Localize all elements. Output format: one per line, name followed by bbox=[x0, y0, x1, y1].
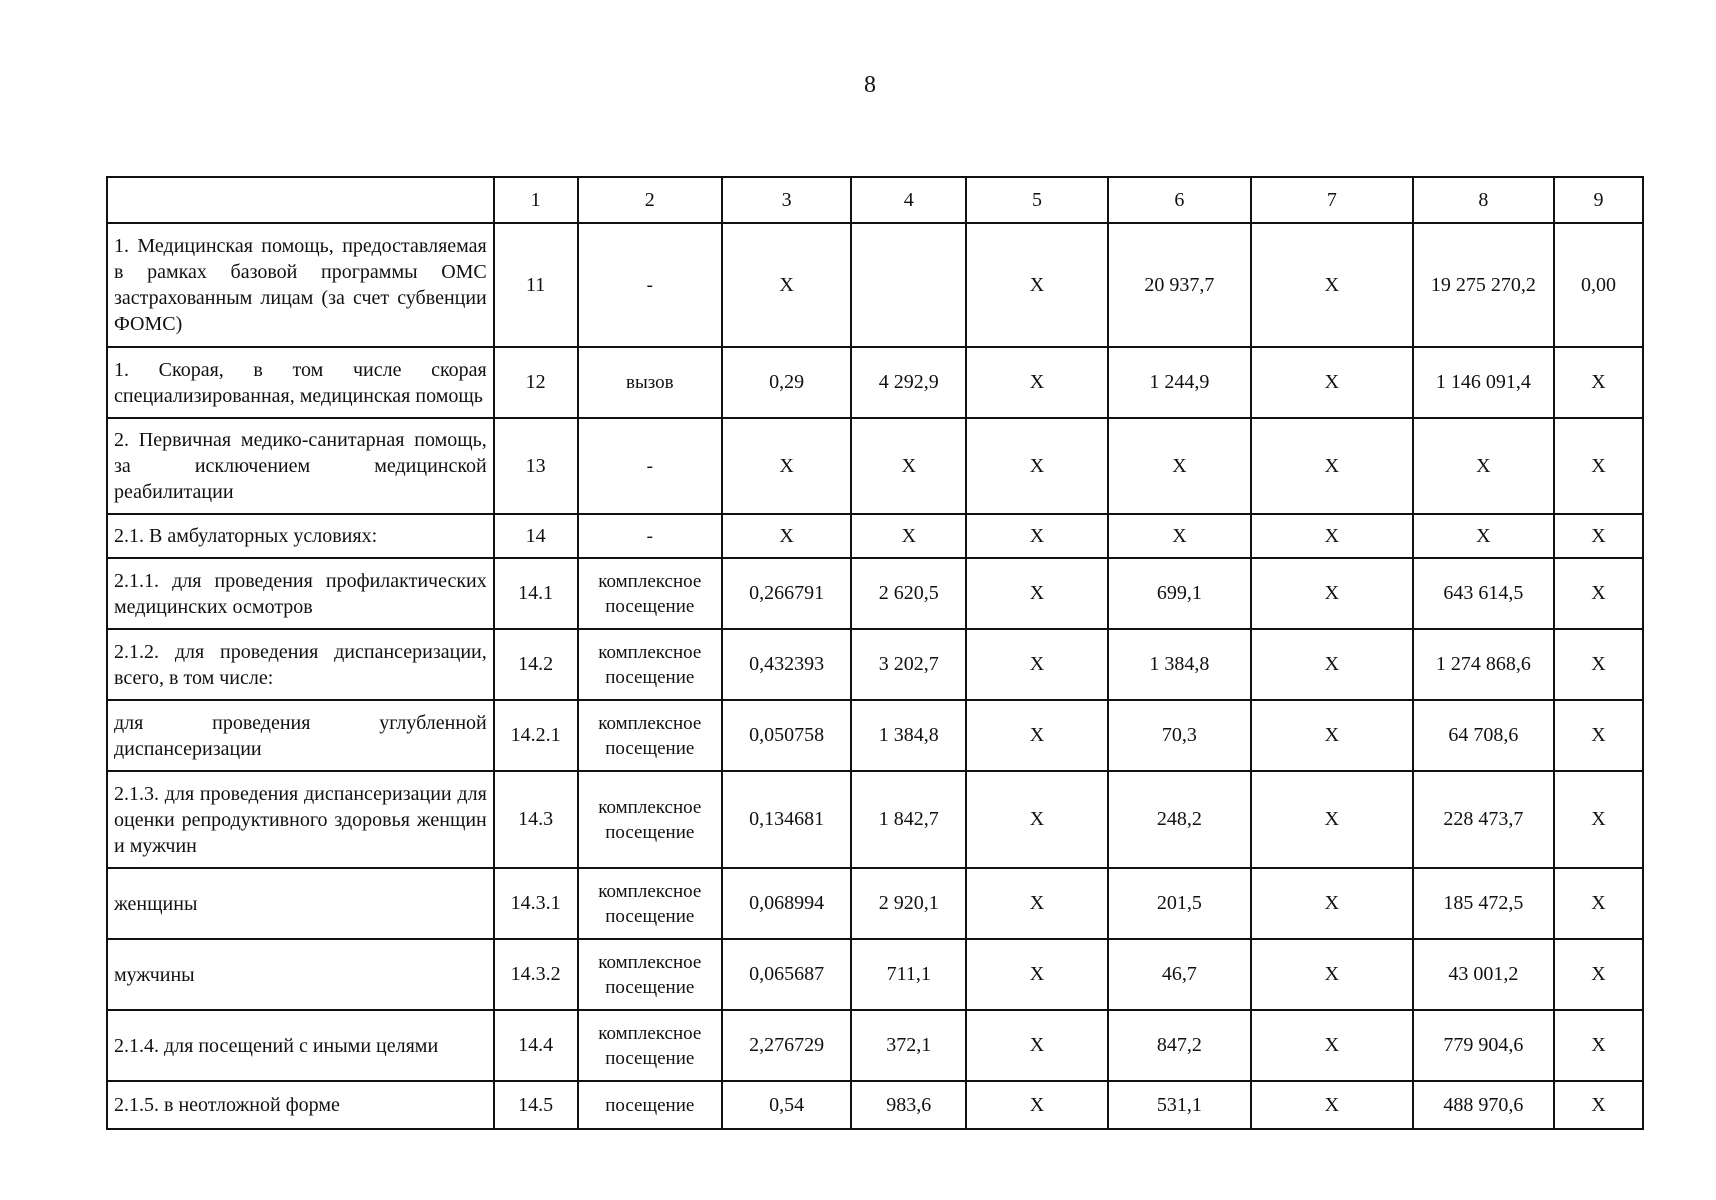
table-row bbox=[107, 558, 1643, 629]
value-cell: Х bbox=[1108, 514, 1251, 558]
row-code-cell: 11 bbox=[494, 223, 578, 347]
value-cell: 0,068994 bbox=[722, 868, 851, 939]
value-cell: Х bbox=[722, 223, 851, 347]
value-cell: Х bbox=[1251, 418, 1413, 514]
value-cell: Х bbox=[966, 223, 1107, 347]
value-cell: 2 620,5 bbox=[851, 558, 966, 629]
row-code-cell: 14.5 bbox=[494, 1081, 578, 1129]
value-cell: Х bbox=[966, 868, 1107, 939]
value-cell: Х bbox=[1251, 629, 1413, 700]
header-cell: 7 bbox=[1251, 177, 1413, 223]
row-code-cell: 14.3.1 bbox=[494, 868, 578, 939]
value-cell: 248,2 bbox=[1108, 771, 1251, 868]
value-cell: 0,00 bbox=[1554, 223, 1643, 347]
unit-cell: комплексное посещение bbox=[578, 939, 722, 1010]
unit-cell: - bbox=[578, 418, 722, 514]
row-name-cell: 2.1.3. для проведения диспансеризации для оценки репродуктивного здоровья женщин и мужчин bbox=[107, 771, 494, 868]
value-cell: 0,065687 bbox=[722, 939, 851, 1010]
data-table bbox=[106, 176, 1644, 1130]
value-cell: 0,29 bbox=[722, 347, 851, 418]
value-cell: Х bbox=[966, 1010, 1107, 1081]
value-cell: 20 937,7 bbox=[1108, 223, 1251, 347]
value-cell: 0,050758 bbox=[722, 700, 851, 771]
value-cell: Х bbox=[1554, 514, 1643, 558]
header-cell bbox=[107, 177, 494, 223]
value-cell: 1 274 868,6 bbox=[1413, 629, 1554, 700]
value-cell: Х bbox=[1251, 868, 1413, 939]
value-cell: Х bbox=[966, 558, 1107, 629]
value-cell: 531,1 bbox=[1108, 1081, 1251, 1129]
header-row bbox=[107, 177, 1643, 223]
row-code-cell: 14.1 bbox=[494, 558, 578, 629]
row-code-cell: 13 bbox=[494, 418, 578, 514]
value-cell: 0,432393 bbox=[722, 629, 851, 700]
value-cell: Х bbox=[966, 347, 1107, 418]
value-cell: 70,3 bbox=[1108, 700, 1251, 771]
value-cell: Х bbox=[851, 514, 966, 558]
value-cell: 847,2 bbox=[1108, 1010, 1251, 1081]
row-name-cell: для проведения углубленной диспансеризации bbox=[107, 700, 494, 771]
value-cell: Х bbox=[1554, 418, 1643, 514]
value-cell: Х bbox=[1251, 514, 1413, 558]
page-number: 8 bbox=[864, 72, 876, 98]
value-cell: 1 146 091,4 bbox=[1413, 347, 1554, 418]
value-cell: Х bbox=[966, 771, 1107, 868]
table-row bbox=[107, 868, 1643, 939]
value-cell: Х bbox=[1251, 223, 1413, 347]
value-cell: Х bbox=[1554, 939, 1643, 1010]
row-code-cell: 14.3.2 bbox=[494, 939, 578, 1010]
value-cell: 1 244,9 bbox=[1108, 347, 1251, 418]
value-cell: 488 970,6 bbox=[1413, 1081, 1554, 1129]
table-row bbox=[107, 629, 1643, 700]
value-cell: 185 472,5 bbox=[1413, 868, 1554, 939]
unit-cell: посещение bbox=[578, 1081, 722, 1129]
unit-cell: комплексное посещение bbox=[578, 700, 722, 771]
table-row bbox=[107, 771, 1643, 868]
value-cell: Х bbox=[966, 514, 1107, 558]
row-name-cell: женщины bbox=[107, 868, 494, 939]
row-name-cell: 2.1.2. для проведения диспансеризации, всего, в том числе: bbox=[107, 629, 494, 700]
value-cell: Х bbox=[1251, 939, 1413, 1010]
header-cell: 1 bbox=[494, 177, 578, 223]
value-cell: Х bbox=[966, 1081, 1107, 1129]
value-cell: Х bbox=[1554, 868, 1643, 939]
header-cell: 3 bbox=[722, 177, 851, 223]
value-cell: 643 614,5 bbox=[1413, 558, 1554, 629]
value-cell: Х bbox=[1554, 1010, 1643, 1081]
unit-cell: комплексное посещение bbox=[578, 558, 722, 629]
value-cell: 46,7 bbox=[1108, 939, 1251, 1010]
row-name-cell: 2.1. В амбулаторных условиях: bbox=[107, 514, 494, 558]
header-cell: 2 bbox=[578, 177, 722, 223]
unit-cell: комплексное посещение bbox=[578, 868, 722, 939]
value-cell: 3 202,7 bbox=[851, 629, 966, 700]
value-cell: 64 708,6 bbox=[1413, 700, 1554, 771]
value-cell: 1 842,7 bbox=[851, 771, 966, 868]
header-cell: 5 bbox=[966, 177, 1107, 223]
unit-cell: - bbox=[578, 223, 722, 347]
row-name-cell: 2.1.4. для посещений с иными целями bbox=[107, 1010, 494, 1081]
row-name-cell: 2.1.5. в неотложной форме bbox=[107, 1081, 494, 1129]
value-cell: Х bbox=[1554, 1081, 1643, 1129]
value-cell: Х bbox=[851, 418, 966, 514]
value-cell: 4 292,9 bbox=[851, 347, 966, 418]
table-row bbox=[107, 1010, 1643, 1081]
value-cell: 0,266791 bbox=[722, 558, 851, 629]
value-cell: Х bbox=[1554, 629, 1643, 700]
value-cell: 43 001,2 bbox=[1413, 939, 1554, 1010]
value-cell: 2,276729 bbox=[722, 1010, 851, 1081]
value-cell: 1 384,8 bbox=[1108, 629, 1251, 700]
value-cell: Х bbox=[1554, 700, 1643, 771]
value-cell: Х bbox=[1554, 771, 1643, 868]
value-cell: Х bbox=[1413, 418, 1554, 514]
row-name-cell: 2. Первичная медико-санитарная помощь, за исключением медицинской реабилитации bbox=[107, 418, 494, 514]
value-cell: Х bbox=[966, 700, 1107, 771]
value-cell: Х bbox=[1251, 1010, 1413, 1081]
unit-cell: комплексное посещение bbox=[578, 771, 722, 868]
value-cell: 699,1 bbox=[1108, 558, 1251, 629]
table-row bbox=[107, 223, 1643, 347]
value-cell: 201,5 bbox=[1108, 868, 1251, 939]
unit-cell: комплексное посещение bbox=[578, 629, 722, 700]
value-cell: 228 473,7 bbox=[1413, 771, 1554, 868]
row-code-cell: 14.2 bbox=[494, 629, 578, 700]
value-cell: Х bbox=[1251, 700, 1413, 771]
header-cell: 6 bbox=[1108, 177, 1251, 223]
table-row bbox=[107, 939, 1643, 1010]
value-cell: Х bbox=[966, 418, 1107, 514]
unit-cell: - bbox=[578, 514, 722, 558]
table-row bbox=[107, 514, 1643, 558]
row-name-cell: 1. Медицинская помощь, предоставляемая в рамках базовой программы ОМС застрахованным лицам (за счет субвенции ФОМС) bbox=[107, 223, 494, 347]
row-code-cell: 14.3 bbox=[494, 771, 578, 868]
table-row bbox=[107, 347, 1643, 418]
row-code-cell: 14.4 bbox=[494, 1010, 578, 1081]
value-cell: 711,1 bbox=[851, 939, 966, 1010]
table-row bbox=[107, 418, 1643, 514]
value-cell: Х bbox=[1251, 1081, 1413, 1129]
unit-cell: комплексное посещение bbox=[578, 1010, 722, 1081]
value-cell: Х bbox=[722, 418, 851, 514]
value-cell: Х bbox=[1554, 347, 1643, 418]
value-cell: Х bbox=[722, 514, 851, 558]
row-code-cell: 12 bbox=[494, 347, 578, 418]
row-code-cell: 14.2.1 bbox=[494, 700, 578, 771]
value-cell: Х bbox=[966, 629, 1107, 700]
value-cell: 0,54 bbox=[722, 1081, 851, 1129]
value-cell: Х bbox=[1251, 347, 1413, 418]
row-name-cell: 2.1.1. для проведения профилактических медицинских осмотров bbox=[107, 558, 494, 629]
unit-cell: вызов bbox=[578, 347, 722, 418]
header-cell: 9 bbox=[1554, 177, 1643, 223]
value-cell: Х bbox=[966, 939, 1107, 1010]
table-row bbox=[107, 700, 1643, 771]
value-cell bbox=[851, 223, 966, 347]
value-cell: 779 904,6 bbox=[1413, 1010, 1554, 1081]
value-cell: 983,6 bbox=[851, 1081, 966, 1129]
value-cell: 0,134681 bbox=[722, 771, 851, 868]
value-cell: 372,1 bbox=[851, 1010, 966, 1081]
value-cell: Х bbox=[1251, 771, 1413, 868]
value-cell: Х bbox=[1251, 558, 1413, 629]
table-row bbox=[107, 1081, 1643, 1129]
header-cell: 4 bbox=[851, 177, 966, 223]
value-cell: 2 920,1 bbox=[851, 868, 966, 939]
value-cell: 19 275 270,2 bbox=[1413, 223, 1554, 347]
value-cell: Х bbox=[1108, 418, 1251, 514]
value-cell: Х bbox=[1413, 514, 1554, 558]
row-name-cell: 1. Скорая, в том числе скорая специализированная, медицинская помощь bbox=[107, 347, 494, 418]
row-code-cell: 14 bbox=[494, 514, 578, 558]
row-name-cell: мужчины bbox=[107, 939, 494, 1010]
value-cell: Х bbox=[1554, 558, 1643, 629]
value-cell: 1 384,8 bbox=[851, 700, 966, 771]
header-cell: 8 bbox=[1413, 177, 1554, 223]
